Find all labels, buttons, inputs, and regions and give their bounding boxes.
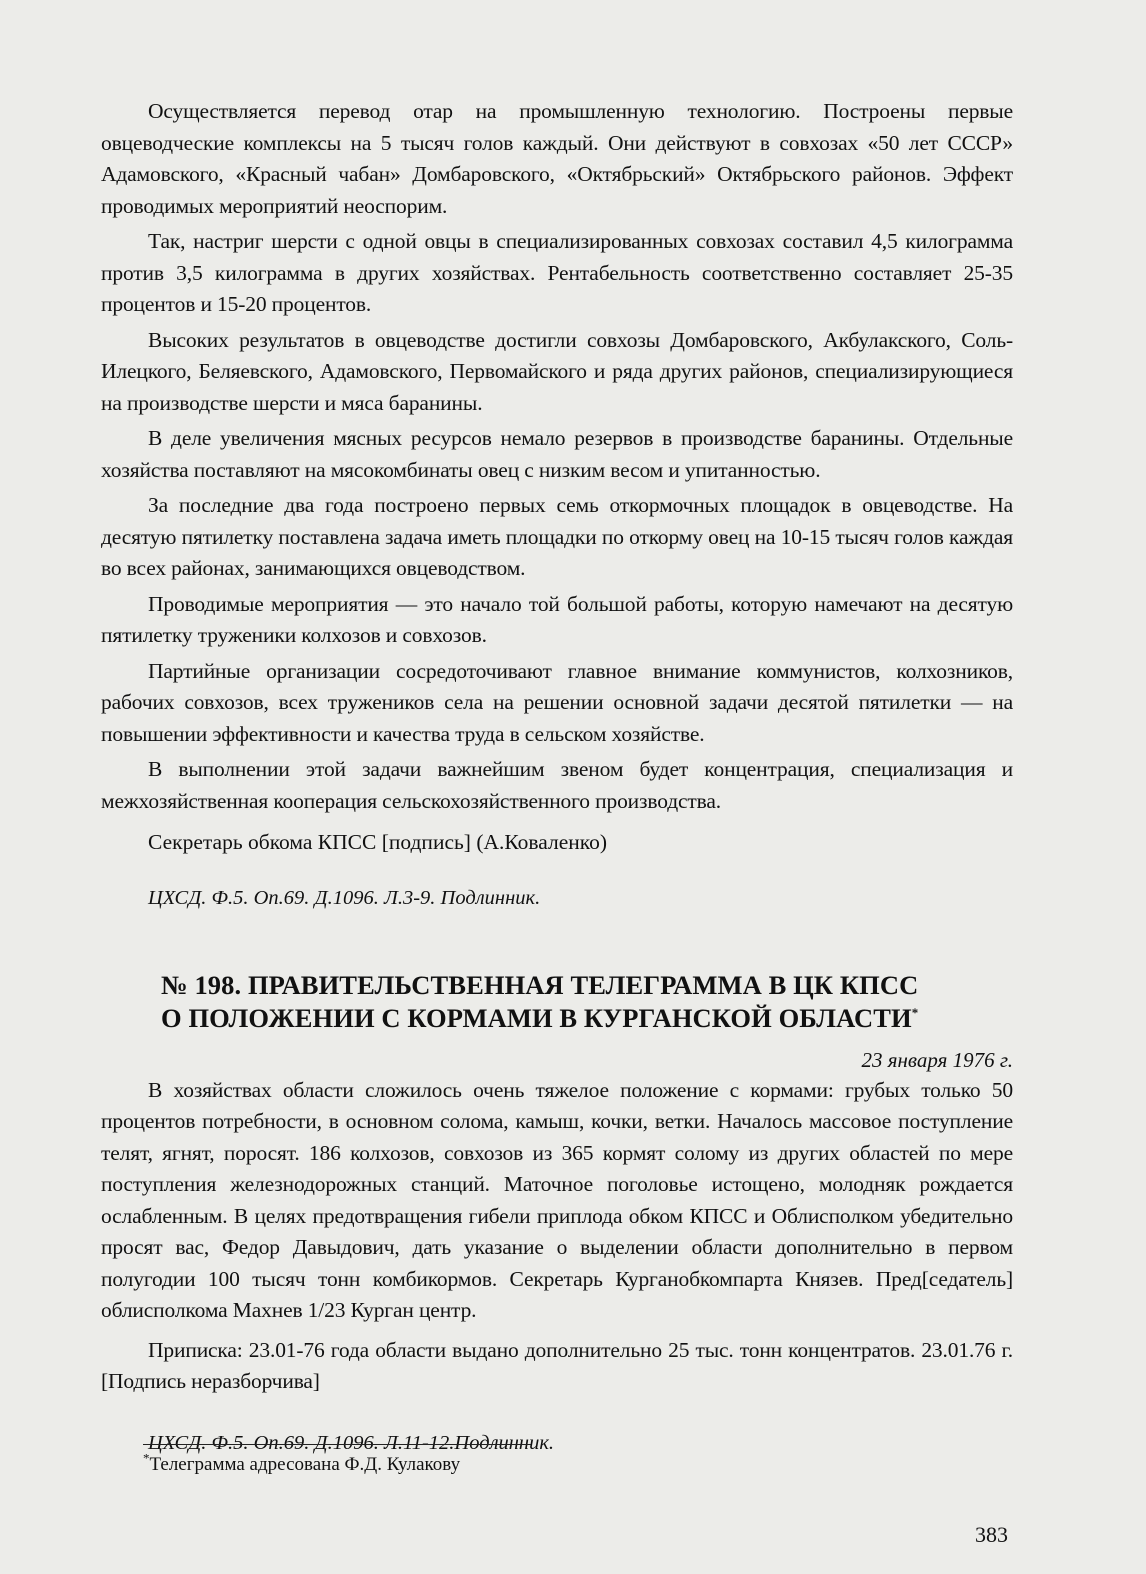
paragraph-high-results: Высоких результатов в овцеводстве достигли совхозы Домбаровского, Акбулакского, Соль-Илецкого, Беляевского, Адамовского, Первомайского и ряда других районов, специализирующиеся на производстве шерсти и мяса баранины.: [101, 327, 1013, 415]
document-title-line-1: № 198. ПРАВИТЕЛЬСТВЕННАЯ ТЕЛЕГРАММА В ЦК КПСС: [161, 969, 919, 1000]
paragraph-sheep-technology: Осуществляется перевод отар на промышленную технологию. Построены первые овцеводческие комплексы на 5 тысяч голов каждый. Они действуют в совхозах «50 лет СССР» Адамовского, «Красный чабан» Домбаровского, «Октябрьский» Октябрьского районов. Эффект проводимых мероприятий неоспорим.: [101, 99, 1013, 218]
paragraph-wool-yield: Так, настриг шерсти с одной овцы в специализированных совхозах составил 4,5 килограмма против 3,5 килограмма в других хозяйствах. Рентабельность соответственно составляет 25-35 процентов и 15-20 процентов.: [101, 229, 1013, 316]
footnote-marker: *: [911, 1004, 919, 1020]
paragraph-concentration: В выполнении этой задачи важнейшим звеном будет концентрация, специализация и межхозяйственная кооперация сельскохозяйственного производства.: [101, 757, 1013, 813]
paragraph-feedlots: За последние два года построено первых семь откормочных площадок в овцеводстве. На десятую пятилетку поставлена задача иметь площадки по откорму овец на 10-15 тысяч голов каждая во всех районах, занимающихся овцеводством.: [101, 493, 1013, 580]
archive-reference-1: ЦХСД. Ф.5. Оп.69. Д.1096. Л.3-9. Подлинник.: [148, 886, 541, 909]
signature-line: Секретарь обкома КПСС [подпись] (А.Коваленко): [148, 830, 608, 854]
document-title-line-2: [161, 1002, 1013, 1035]
page-content: [101, 96, 1013, 1458]
archive-reference-2: ЦХСД. Ф.5. Оп.69. Д.1096. Л.11-12.Подлинник.: [148, 1431, 555, 1454]
paragraph-meat-resources: В деле увеличения мясных ресурсов немало резервов в производстве баранины. Отдельные хозяйства поставляют на мясокомбинаты овец с низким весом и упитанностью.: [101, 426, 1013, 482]
document-title-line-2-text: О ПОЛОЖЕНИИ С КОРМАМИ В КУРГАНСКОЙ ОБЛАСТИ: [161, 1002, 912, 1033]
footnote-text: Телеграмма адресована Ф.Д. Кулакову: [149, 1454, 461, 1475]
footnote: [143, 1452, 460, 1478]
paragraph-measures: Проводимые мероприятия — это начало той большой работы, которую намечают на десятую пятилетку труженики колхозов и совхозов.: [101, 591, 1013, 647]
footnote-marker-bottom: *: [143, 1450, 150, 1466]
page-number: 383: [975, 1522, 1008, 1547]
footnote-divider: [143, 1444, 531, 1445]
telegram-body: В хозяйствах области сложилось очень тяжелое положение с кормами: грубых только 50 процентов потребности, в основном солома, камыш, кочки, ветки. Началось массовое поступление телят, ягнят, поросят. 186 колхозов, совхозов из 365 кормят солому из других областей по мере поступления железнодорожных станций. Маточное поголовье истощено, молодняк рождается ослабленным. В целях предотвращения гибели приплода обком КПСС и Облисполком убедительно просят вас, Федор Давыдович, дать указание о выделении области дополнительно в первом полугодии 100 тысяч тонн комбикормов. Секретарь Курганобкомпарта Князев. Пред[седатель] облисполкома Махнев 1/23 Курган центр.: [101, 1077, 1013, 1322]
document-title: [161, 969, 1013, 1035]
paragraph-party-organizations: Партийные организации сосредоточивают главное внимание коммунистов, колхозников, рабочих совхозов, всех тружеников села на решении основной задачи десятой пятилетки — на повышении эффективности и качества труда в сельском хозяйстве.: [101, 658, 1013, 746]
document-date: 23 января 1976 г.: [861, 1047, 1013, 1072]
telegram-postscript: Приписка: 23.01-76 года области выдано дополнительно 25 тыс. тонн концентратов. 23.01.76 г. [Подпись неразборчива]: [101, 1337, 1013, 1393]
